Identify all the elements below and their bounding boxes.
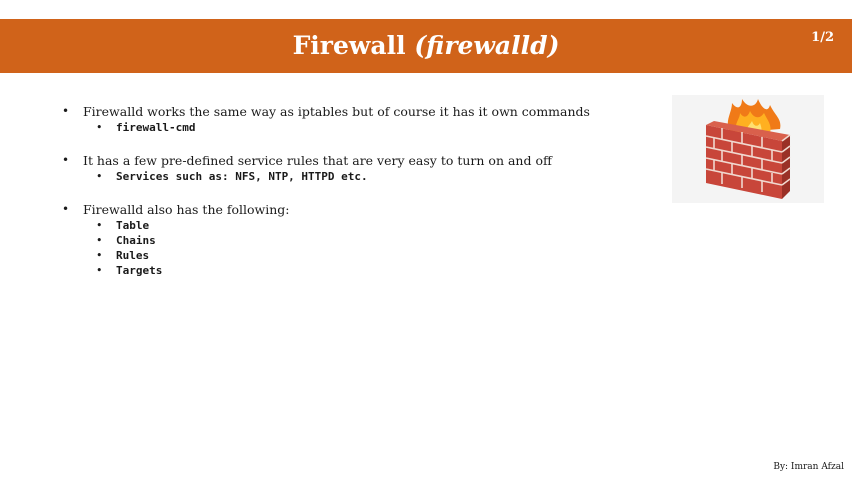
sub-item: • Services such as: NFS, NTP, HTTPD etc. [96, 170, 368, 183]
title-main: Firewall [292, 31, 406, 60]
page-number: 1/2 [811, 30, 834, 45]
bullet-item: • Firewalld also has the following: • Table • Chains • Rules • Targets [62, 201, 642, 278]
title-paren: (firewalld) [414, 31, 560, 60]
author-credit: By: Imran Afzal [773, 462, 844, 472]
bullet-text: Firewalld also has the following: [83, 202, 290, 217]
sub-item: • Rules [96, 249, 150, 262]
sub-item: • Table [96, 219, 150, 232]
sub-list [96, 218, 642, 278]
bullet-list [62, 103, 642, 278]
sub-item: • firewall-cmd [96, 121, 196, 134]
sub-list [96, 120, 642, 135]
sub-item: • Chains [96, 234, 156, 247]
bullet-text: Firewalld works the same way as iptables but of course it has it own commands [83, 104, 590, 119]
bullet-item: • Firewalld works the same way as iptables but of course it has it own commands • firewall-cmd [62, 103, 642, 135]
slide-title [0, 19, 852, 73]
brick-wall-fire-icon [672, 95, 824, 203]
sub-list [96, 169, 642, 184]
bullet-item: • It has a few pre-defined service rules that are very easy to turn on and off • Services such as: NFS, NTP, HTTPD etc. [62, 152, 642, 184]
sub-item: • Targets [96, 264, 163, 277]
title-bar [0, 19, 852, 73]
bullet-text: It has a few pre-defined service rules that are very easy to turn on and off [83, 153, 552, 168]
